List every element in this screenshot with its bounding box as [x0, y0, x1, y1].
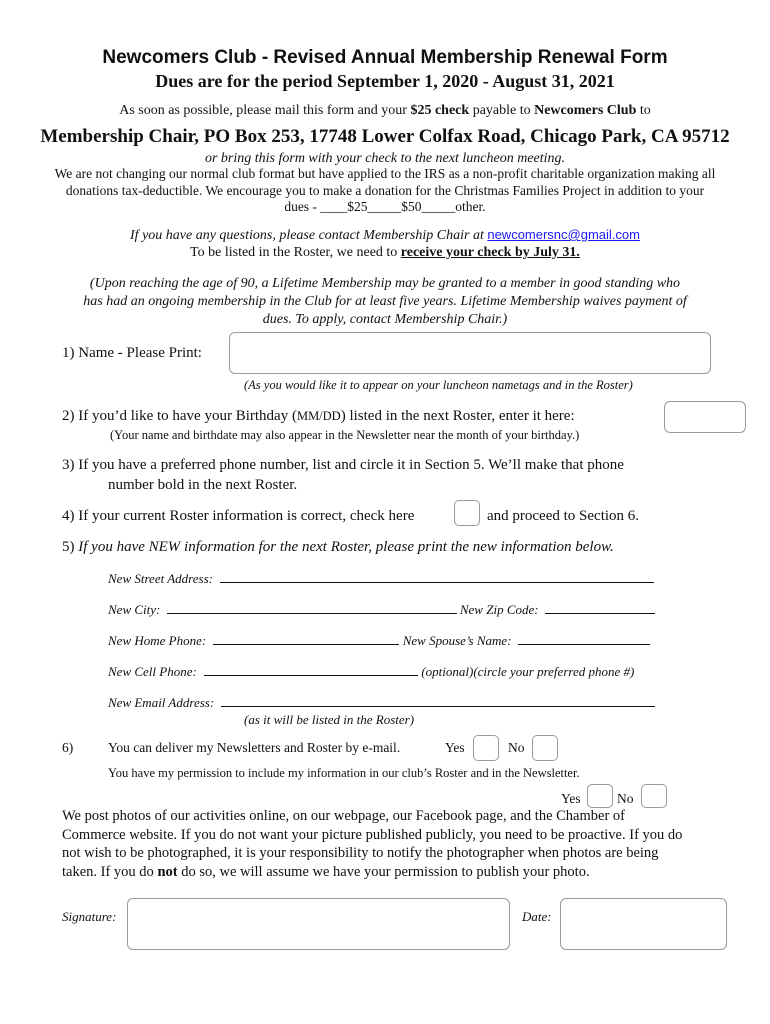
email-line[interactable] [221, 695, 655, 707]
lifetime-line-2: has had an ongoing membership in the Club for at least five years. Lifetime Membership waives payment of [83, 294, 687, 309]
irs-line-3: dues - ____$25_____$50_____other. [284, 199, 486, 214]
photo-line-4-bold: not [157, 863, 178, 880]
deliver-no-checkbox[interactable] [532, 735, 558, 761]
city-line[interactable] [167, 602, 457, 614]
signature-label: Signature: [62, 909, 117, 924]
mail-pre: As soon as possible, please mail this form and your [119, 103, 407, 118]
deliver-yes-checkbox[interactable] [473, 735, 499, 761]
section-4-post: and proceed to Section 6. [487, 508, 640, 524]
chair-address: Membership Chair, PO Box 253, 17748 Lower Colfax Road, Chicago Park, CA 95712 [40, 126, 730, 147]
mail-instructions [0, 103, 770, 119]
photo-paragraph [62, 807, 682, 881]
s5-text: If you have NEW information for the next Roster, please print the new information below. [78, 539, 614, 555]
s5-num: 5) [62, 539, 75, 555]
photo-yes-label: Yes [561, 791, 581, 806]
photo-line-4 [62, 863, 682, 882]
photo-yes-checkbox[interactable] [587, 784, 613, 808]
date-input[interactable] [560, 898, 727, 950]
section-1-label: 1) Name - Please Print: [62, 345, 202, 361]
listed-deadline: receive your check by July 31. [400, 245, 580, 260]
permission-text: You have my permission to include my information in our club’s Roster and in the Newsletter. [108, 766, 580, 780]
home-spouse-row [108, 633, 650, 649]
deliver-yes-label: Yes [445, 740, 465, 755]
mail-post: to [639, 103, 651, 118]
photo-line-4-post: do so, we will assume we have your permission to publish your photo. [181, 863, 590, 880]
bring-note: or bring this form with your check to the next luncheon meeting. [204, 151, 566, 166]
mail-amount: $25 check [410, 103, 470, 118]
questions-text: If you have any questions, please contact Membership Chair at [130, 228, 484, 243]
deliver-no-label: No [508, 740, 525, 755]
form-title: Newcomers Club - Revised Annual Membership Renewal Form [102, 47, 668, 68]
form-subtitle: Dues are for the period September 1, 2020 - August 31, 2021 [155, 71, 615, 91]
s2-pre: 2) If you’d like to have your Birthday ( [62, 408, 297, 424]
photo-no-label: No [617, 791, 634, 806]
questions-line [0, 227, 770, 244]
listed-pre: To be listed in the Roster, we need to [190, 245, 398, 260]
lifetime-note [0, 275, 770, 329]
section-2-note: (Your name and birthdate may also appear in the Newsletter near the month of your birthday.) [110, 428, 580, 442]
optional-note: (optional)(circle your preferred phone #) [421, 664, 635, 679]
listed-deadline-line [0, 245, 770, 261]
email-note: (as it will be listed in the Roster) [244, 712, 415, 727]
roster-correct-checkbox[interactable] [454, 500, 480, 526]
mail-payee: Newcomers Club [534, 103, 637, 118]
street-field-row [108, 571, 654, 587]
photo-line-4-pre: taken. If you do [62, 863, 154, 880]
zip-label: New Zip Code: [459, 602, 539, 617]
lifetime-line-1: (Upon reaching the age of 90, a Lifetime Membership may be granted to a member in good standing who [89, 276, 681, 291]
s2-format: MM/DD [296, 409, 341, 423]
lifetime-line-3: dues. To apply, contact Membership Chair.) [262, 312, 508, 327]
email-label: New Email Address: [108, 695, 215, 710]
section-4-text: 4) If your current Roster information is correct, check here [62, 508, 415, 524]
signature-input[interactable] [127, 898, 510, 950]
home-phone-line[interactable] [213, 633, 399, 645]
irs-line-1: We are not changing our normal club format but have applied to the IRS as a non-profit charitable organization making all [54, 166, 716, 181]
irs-line-2: donations tax-deductible. We encourage you to make a donation for the Christmas Families Project in addition to your [65, 182, 705, 198]
home-phone-label: New Home Phone: [108, 633, 207, 648]
section-1-note: (As you would like it to appear on your luncheon nametags and in the Roster) [244, 378, 633, 392]
city-label: New City: [108, 602, 161, 617]
street-label: New Street Address: [108, 571, 213, 586]
section-3-line-2: number bold in the next Roster. [108, 477, 298, 493]
photo-no-checkbox[interactable] [641, 784, 667, 808]
spouse-label: New Spouse’s Name: [402, 633, 512, 648]
mail-mid: payable to [472, 103, 531, 118]
irs-paragraph [0, 166, 770, 216]
section-2-label [62, 408, 575, 425]
cell-phone-label: New Cell Phone: [108, 664, 197, 679]
email-row [108, 695, 655, 711]
cell-phone-row [108, 664, 634, 680]
photo-line-3: not wish to be photographed, it is your responsibility to notify the photographer when photos are being [62, 845, 659, 861]
photo-line-2: Commerce website. If you do not want your picture published publicly, you need to be proactive. If you do [62, 826, 683, 843]
birthday-input[interactable] [664, 401, 746, 433]
cell-phone-line[interactable] [204, 664, 418, 676]
section-6-num: 6) [62, 740, 74, 755]
contact-email-link[interactable]: newcomersnc@gmail.com [487, 227, 640, 242]
street-line[interactable] [220, 571, 654, 583]
section-5-text [62, 539, 614, 556]
s2-post: ) listed in the next Roster, enter it here: [340, 408, 575, 424]
city-zip-row [108, 602, 655, 618]
deliver-email-text: You can deliver my Newsletters and Roster by e-mail. [108, 740, 401, 755]
zip-line[interactable] [545, 602, 655, 614]
photo-line-1: We post photos of our activities online, on our webpage, our Facebook page, and the Chamber of [62, 808, 625, 824]
date-label: Date: [522, 909, 552, 924]
section-3-line-1: 3) If you have a preferred phone number, list and circle it in Section 5. We’ll make that phone [62, 457, 624, 473]
spouse-line[interactable] [518, 633, 650, 645]
name-input[interactable] [229, 332, 711, 374]
